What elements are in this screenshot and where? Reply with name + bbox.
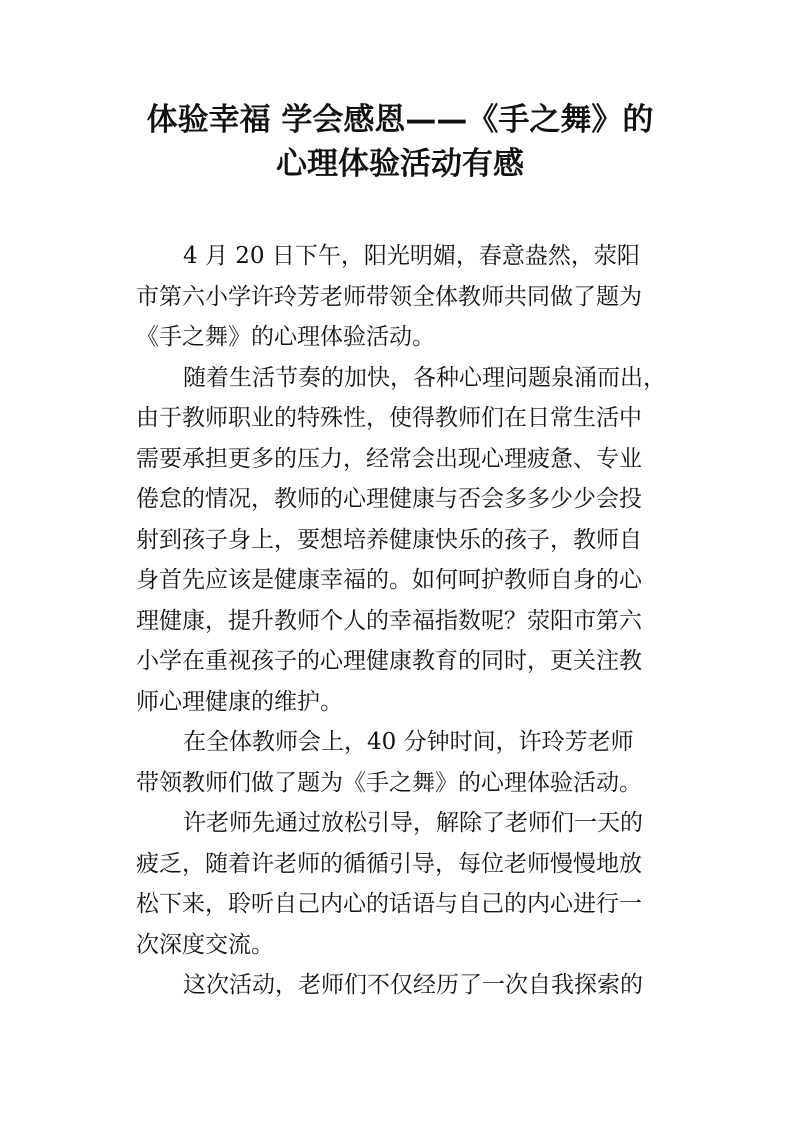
paragraph-4-line-4: 次深度交流。 xyxy=(136,931,274,958)
title-line-1: 体验幸福 学会感恩——《手之舞》的 xyxy=(146,102,654,138)
paragraph-2-line-3: 需要承担更多的压力，经常会出现心理疲惫、专业 xyxy=(136,445,642,472)
paragraph-4-line-2: 疲乏，随着许老师的循循引导，每位老师慢慢地放 xyxy=(136,850,642,877)
paragraph-2-line-8: 小学在重视孩子的心理健康教育的同时，更关注教 xyxy=(136,648,642,674)
paragraph-2-line-6: 身首先应该是健康幸福的。如何呵护教师自身的心 xyxy=(136,567,642,593)
paragraph-3-line-1: 在全体教师会上，40 分钟时间，许玲芳老师 xyxy=(183,729,634,755)
paragraph-2-line-2: 由于教师职业的特殊性，使得教师们在日常生活中 xyxy=(136,405,642,431)
paragraph-1-line-3: 《手之舞》的心理体验活动。 xyxy=(136,324,435,350)
paragraph-4-line-1: 许老师先通过放松引导，解除了老师们一天的 xyxy=(183,810,643,836)
document-body xyxy=(136,236,676,1006)
paragraph-2-line-5: 射到孩子身上，要想培养健康快乐的孩子，教师自 xyxy=(136,526,642,553)
paragraph-3-line-2: 带领教师们做了题为《手之舞》的心理体验活动。 xyxy=(136,769,642,796)
paragraph-4-line-3: 松下来，聆听自己内心的话语与自己的内心进行一 xyxy=(136,891,642,917)
title-line-2: 心理体验活动有感 xyxy=(276,146,524,182)
paragraph-2-line-7: 理健康，提升教师个人的幸福指数呢？荥阳市第六 xyxy=(136,607,642,634)
paragraph-1-line-2: 市第六小学许玲芳老师带领全体教师共同做了题为 xyxy=(136,283,642,310)
paragraph-2-line-1: 随着生活节奏的加快，各种心理问题泉涌而出， xyxy=(183,364,666,391)
paragraph-5-line-1: 这次活动，老师们不仅经历了一次自我探索的 xyxy=(183,972,643,998)
paragraph-2-line-4: 倦怠的情况，教师的心理健康与否会多多少少会投 xyxy=(136,486,642,512)
paragraph-2-line-9: 师心理健康的维护。 xyxy=(136,688,343,715)
paragraph-1-line-1: 4 月 20 日下午，阳光明媚，春意盎然，荥阳 xyxy=(183,243,640,269)
